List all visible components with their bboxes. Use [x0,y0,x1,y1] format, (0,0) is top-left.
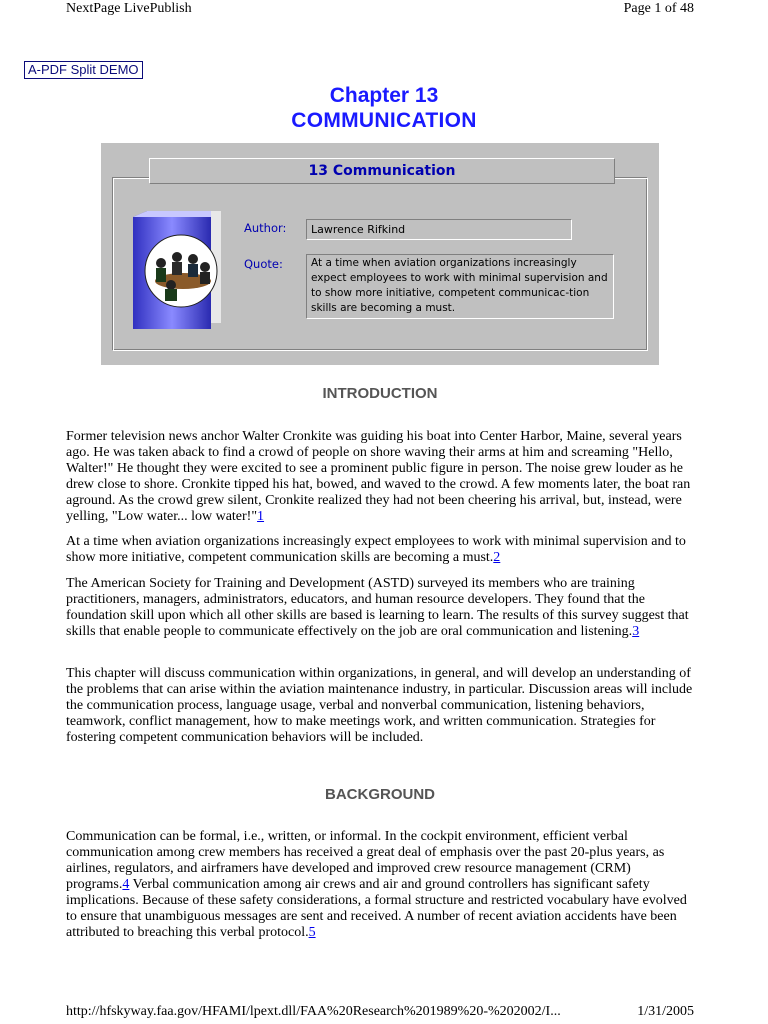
split-demo-link[interactable]: A-PDF Split DEMO [24,61,143,79]
paragraph-text: Communication can be formal, i.e., written, or informal. In the cockpit environment, efficient verbal communication among crew members has received a great deal of emphasis over the past 20-plus years, as airlines, regulators, and airframers have developed and improved crew resource management (CRM) programs. [66,829,665,892]
footnote-link-5[interactable]: 5 [308,925,316,940]
paragraph-text: The American Society for Training and Development (ASTD) surveyed its members who are training practitioners, managers, administrators, educators, and human resource developers. They found that the foundation skill upon which all other skills are based is learning to learn. The results of this survey suggest that skills that enable people to communicate effectively on the job are oral communication and listening. [66,576,689,639]
paragraph-text: Former television news anchor Walter Cronkite was guiding his boat into Center Harbor, Maine, several years ago. He was taken aback to find a crowd of people on shore waving their arms at him and screaming "Hello, Walter!" He thought they were excited to see a prominent public figure in person. The noise grew louder as he drew close to shore. Cronkite tipped his hat, bowed, and waved to the crowd. A few moments later, the boat ran aground. As the crowd grew silent, Cronkite realized they had not been cheering his arrival, but, instead, were yelling, "Low water... low water!" [66,429,691,524]
quote-field: At a time when aviation organizations increasingly expect employees to work with minimal supervision and to show more initiative, competent communicac-tion skills are becoming a must. [306,254,614,319]
footnote-link-3[interactable]: 3 [632,624,640,639]
paragraph-text: This chapter will discuss communication within organizations, in general, and will develop an understanding of the problems that can arise within the aviation maintenance industry, in particular. Discussion areas will include the communication process, language usage, verbal and nonverbal communication, listening behaviors, teamwork, conflict management, how to make meetings work, and written communication. Strategies for fostering competent communication behaviors will be included. [66,666,693,745]
paragraph-intro-2 [66,534,696,566]
footnote-link-1[interactable]: 1 [257,509,265,524]
header-source: NextPage LivePublish [66,1,192,16]
paragraph-text: Verbal communication among air crews and air and ground controllers has significant safety implications. Because of these safety considerations, a formal structure and restricted vocabulary have evolved to ensure that unambiguous messages are sent and received. A number of recent aviation accidents have been attributed to breaching this verbal protocol. [66,877,687,940]
header-page-number: Page 1 of 48 [623,1,694,16]
chapter-title: COMMUNICATION [291,109,477,132]
paragraph-intro-1 [66,429,696,525]
chapter-info-panel [101,143,659,365]
quote-label: Quote: [244,257,283,271]
footer-date: 1/31/2005 [637,1004,694,1019]
book-meeting-icon [133,211,233,329]
paragraph-intro-3 [66,576,696,640]
paragraph-text: At a time when aviation organizations increasingly expect employees to work with minimal supervision and to show more initiative, competent communication skills are becoming a must. [66,534,686,565]
paragraph-intro-4 [66,666,696,746]
section-heading-background: BACKGROUND [325,786,435,803]
author-field: Lawrence Rifkind [306,219,572,240]
chapter-number: Chapter 13 [329,84,439,107]
footer-url: http://hfskyway.faa.gov/HFAMI/lpext.dll/FAA%20Research%201989%20-%202002/I... [66,1004,561,1019]
footnote-link-4[interactable]: 4 [122,877,130,892]
page-header [0,0,768,22]
footnote-link-2[interactable]: 2 [493,550,501,565]
panel-title: 13 Communication [149,158,615,184]
paragraph-background-1 [66,829,696,941]
section-heading-introduction: INTRODUCTION [322,385,438,402]
author-label: Author: [244,221,287,235]
